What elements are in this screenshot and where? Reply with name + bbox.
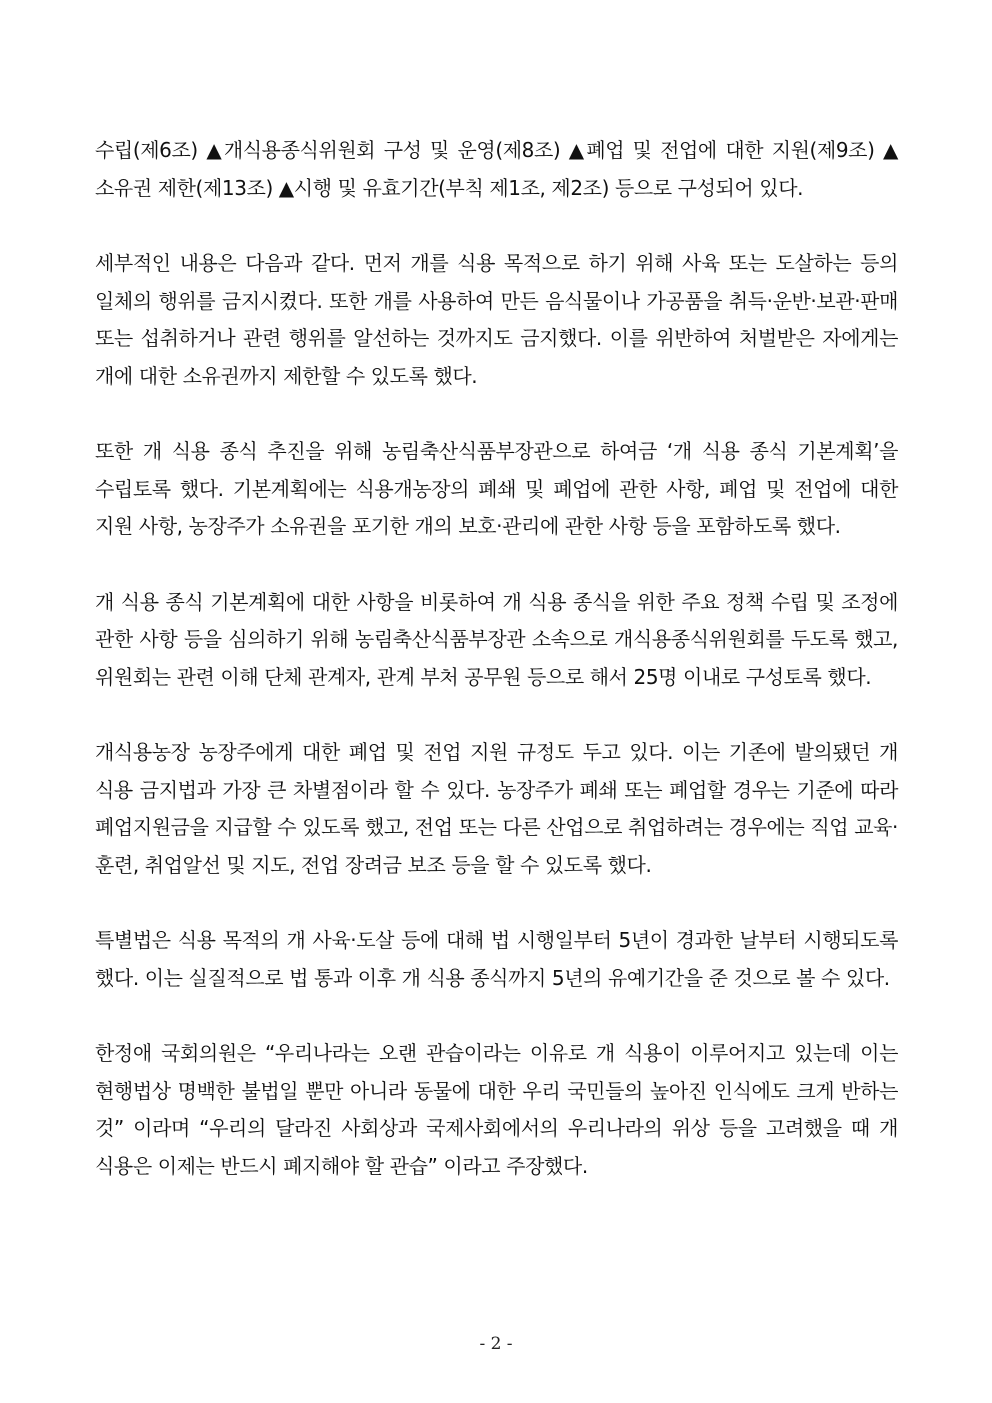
document-body (95, 132, 898, 1223)
paragraph-2: 세부적인 내용은 다음과 같다. 먼저 개를 식용 목적으로 하기 위해 사육 또는 도살하는 등의 일체의 행위를 금지시켰다. 또한 개를 사용하여 만든 음식물이나 가공품을 취득·운반·보관·판매 또는 섭취하거나 관련 행위를 알선하는 것까지도 금지했다. 이를 위반하여 처벌받은 자에게는 개에 대한 소유권까지 제한할 수 있도록 했다. (95, 251, 898, 388)
paragraph-5: 개식용농장 농장주에게 대한 폐업 및 전업 지원 규정도 두고 있다. 이는 기존에 발의됐던 개 식용 금지법과 가장 큰 차별점이라 할 수 있다. 농장주가 폐쇄 또는 폐업할 경우는 기준에 따라 폐업지원금을 지급할 수 있도록 했고, 전업 또는 다른 산업으로 취업하려는 경우에는 직업 교육·훈련, 취업알선 및 지도, 전업 장려금 보조 등을 할 수 있도록 했다. (95, 740, 898, 877)
page-number: - 2 - (479, 1334, 513, 1354)
paragraph-1: 수립(제6조) ▲개식용종식위원회 구성 및 운영(제8조) ▲폐업 및 전업에 대한 지원(제9조) ▲소유권 제한(제13조) ▲시행 및 유효기간(부칙 제1조, 제2조) 등으로 구성되어 있다. (95, 138, 898, 200)
paragraph-7: 한정애 국회의원은 “우리나라는 오랜 관습이라는 이유로 개 식용이 이루어지고 있는데 이는 현행법상 명백한 불법일 뿐만 아니라 동물에 대한 우리 국민들의 높아진 인식에도 크게 반하는 것” 이라며 “우리의 달라진 사회상과 국제사회에서의 우리나라의 위상 등을 고려했을 때 개 식용은 이제는 반드시 폐지해야 할 관습” 이라고 주장했다. (95, 1041, 898, 1178)
paragraph-6: 특별법은 식용 목적의 개 사육·도살 등에 대해 법 시행일부터 5년이 경과한 날부터 시행되도록 했다. 이는 실질적으로 법 통과 이후 개 식용 종식까지 5년의 유예기간을 준 것으로 볼 수 있다. (95, 928, 898, 990)
paragraph-3: 또한 개 식용 종식 추진을 위해 농림축산식품부장관으로 하여금 ‘개 식용 종식 기본계획’을 수립토록 했다. 기본계획에는 식용개농장의 폐쇄 및 폐업에 관한 사항, 폐업 및 전업에 대한 지원 사항, 농장주가 소유권을 포기한 개의 보호·관리에 관한 사항 등을 포함하도록 했다. (95, 439, 898, 538)
paragraph-4: 개 식용 종식 기본계획에 대한 사항을 비롯하여 개 식용 종식을 위한 주요 정책 수립 및 조정에 관한 사항 등을 심의하기 위해 농림축산식품부장관 소속으로 개식용종식위원회를 두도록 했고, 위원회는 관련 이해 단체 관계자, 관계 부처 공무원 등으로 해서 25명 이내로 구성토록 했다. (95, 589, 898, 689)
